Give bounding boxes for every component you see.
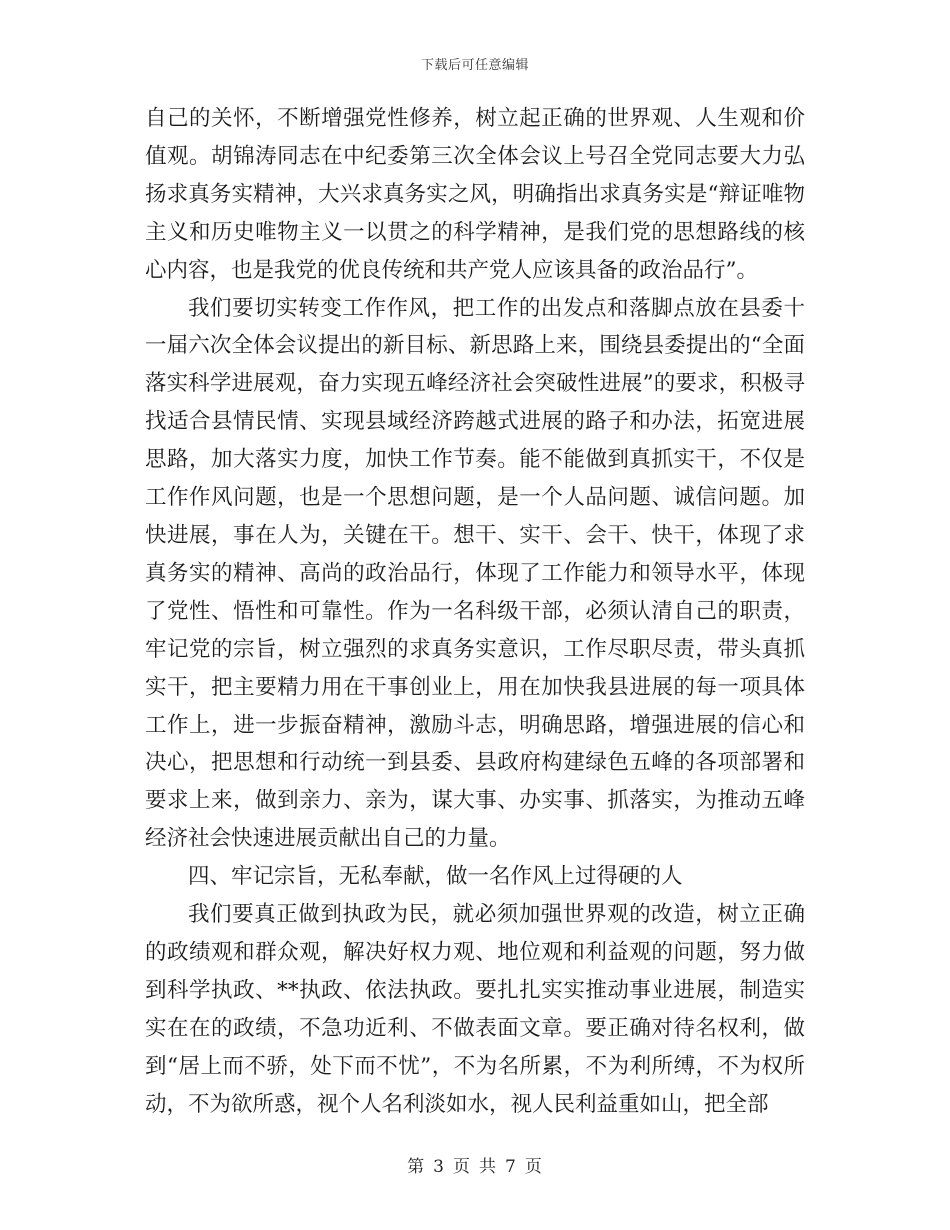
paragraph-work-style: 我们要切实转变工作作风，把工作的出发点和落脚点放在县委十一届六次全体会议提出的新目标、新思路上来，围绕县委提出的“全面落实科学进展观，奋力实现五峰经济社会突破性进展”的要求，积极寻找适合县情民情、实现县域经济跨越式进展的路子和办法，拓宽进展思路，加大落实力度，加快工作节奏。能不能做到真抓实干，不仅是工作作风问题，也是一个思想问题，是一个人品问题、诚信问题。加快进展，事在人为，关键在干。想干、实干、会干、快干，体现了求真务实的精神、高尚的政治品行，体现了工作能力和领导水平，体现了党性、悟性和可靠性。作为一名科级干部，必须认清自己的职责，牢记党的宗旨，树立强烈的求真务实意识，工作尽职尽责，带头真抓实干，把主要精力用在干事创业上，用在加快我县进展的每一项具体工作上，进一步振奋精神，激励斗志，明确思路，增强进展的信心和决心，把思想和行动统一到县委、县政府构建绿色五峰的各项部署和要求上来，做到亲力、亲为，谋大事、办实事、抓落实，为推动五峰经济社会快速进展贡献出自己的力量。	[145, 295, 805, 852]
paragraph-govern-for-people: 我们要真正做到执政为民，就必须加强世界观的改造，树立正确的政绩观和群众观，解决好权力观、地位观和利益观的问题，努力做到科学执政、**执政、依法执政。要扎扎实实推动事业进展，制造实实在在的政绩，不急功近利、不做表面文章。要正确对待名权利，做到“居上而不骄，处下而不忧”，不为名所累，不为利所缚，不为权所动，不为欲所惑，视个人名利淡如水，视人民利益重如山，把全部	[145, 902, 805, 1117]
page-header: 下载后可任意编辑	[420, 58, 529, 73]
page-footer	[0, 1152, 950, 1177]
footer-suffix: 页	[524, 1157, 543, 1177]
footer-total-word: 共	[479, 1157, 497, 1177]
footer-current-page: 3	[433, 1157, 445, 1177]
paragraph-continuation: 自己的关怀，不断增强党性修养，树立起正确的世界观、人生观和价值观。胡锦涛同志在中纪委第三次全体会议上号召全党同志要大力弘扬求真务实精神，大兴求真务实之风，明确指出求真务实是“辩证唯物主义和历史唯物主义一以贯之的科学精神，是我们党的思想路线的核心内容，也是我党的优良传统和共产党人应该具备的政治品行”。	[145, 106, 805, 283]
section-heading: 四、牢记宗旨，无私奉献，做一名作风上过得硬的人	[188, 864, 683, 890]
footer-prefix: 第	[407, 1157, 426, 1177]
footer-total-pages: 7	[505, 1157, 517, 1177]
footer-page-word: 页	[453, 1157, 471, 1177]
document-body	[145, 100, 805, 1123]
